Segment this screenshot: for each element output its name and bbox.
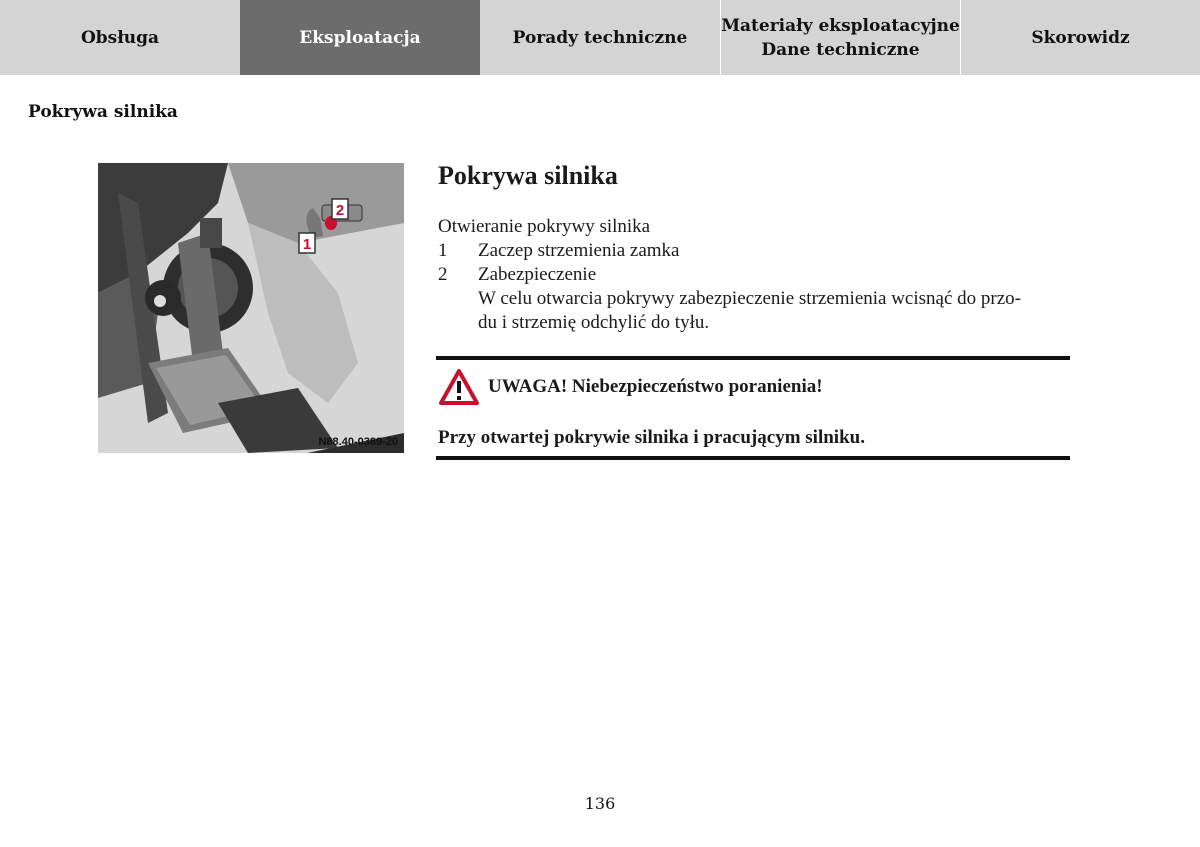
warning-header <box>438 368 823 406</box>
callout-1 <box>299 233 315 253</box>
item-number: 2 <box>438 264 448 285</box>
svg-text:1: 1 <box>302 236 312 253</box>
top-divider <box>436 356 1070 360</box>
warning-detail: Przy otwartej pokrywie silnika i pracującym silniku. <box>438 427 865 448</box>
item-text: Zabezpieczenie <box>478 264 597 285</box>
page-number: 136 <box>584 794 616 813</box>
svg-text:2: 2 <box>335 202 345 219</box>
callout-2 <box>332 199 348 219</box>
item-description: W celu otwarcia pokrywy zabezpieczenie strzemienia wcisnąć do przo- du i strzemię odchylić do tyłu. <box>478 288 1021 333</box>
tab-porady-techniczne[interactable]: Porady techniczne <box>480 0 720 75</box>
pedal-illustration <box>98 163 404 453</box>
tab-eksploatacja[interactable]: Eksploatacja <box>240 0 480 75</box>
image-code: N88.40-0389-20 <box>318 436 398 448</box>
article-intro: Otwieranie pokrywy silnika <box>438 216 651 237</box>
item-number: 1 <box>438 240 448 261</box>
item-text: Zaczep strzemienia zamka <box>478 240 680 261</box>
warning-title: UWAGA! Niebezpieczeństwo poranienia! <box>488 376 823 397</box>
section-heading: Pokrywa silnika <box>28 102 178 122</box>
list-item <box>438 239 1078 263</box>
article-title: Pokrywa silnika <box>438 161 618 190</box>
bottom-divider <box>436 456 1070 460</box>
warning-triangle-icon <box>438 368 480 406</box>
top-navigation <box>0 0 1200 75</box>
tab-skorowidz[interactable]: Skorowidz <box>960 0 1200 75</box>
tab-materialy-dane[interactable]: Materiały eksploatacyjne Dane techniczne <box>720 0 960 75</box>
list-item <box>438 263 1078 287</box>
tab-obsluga[interactable]: Obsługa <box>0 0 240 75</box>
article-body <box>438 215 1078 335</box>
